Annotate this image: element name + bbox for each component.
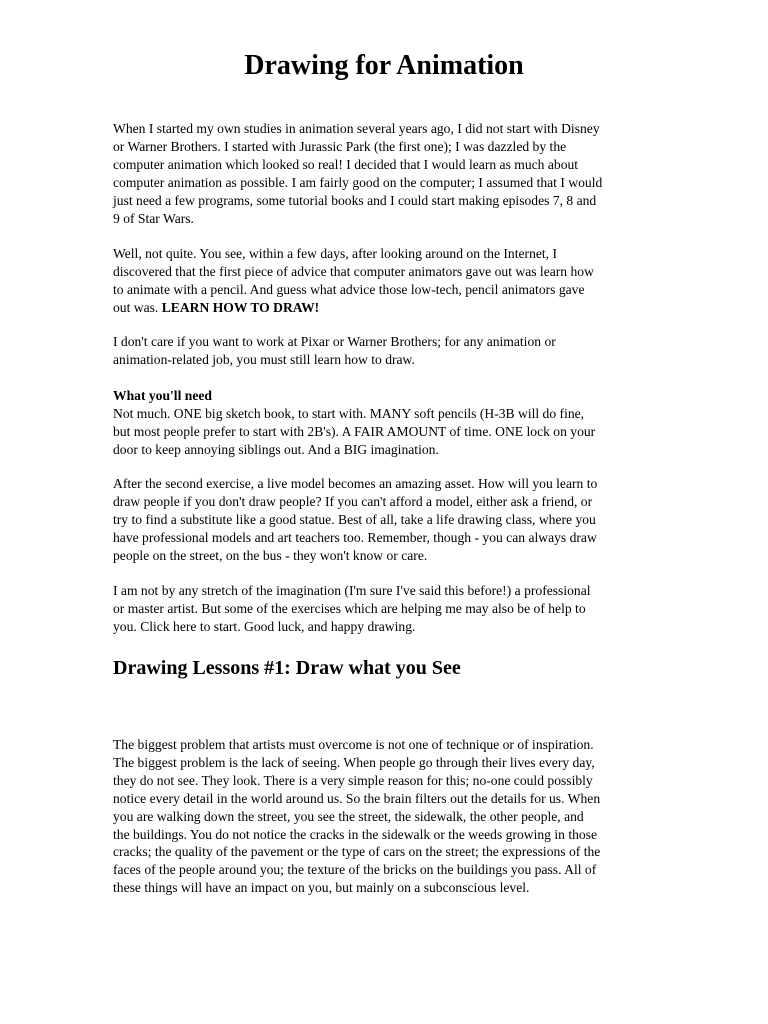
intro-paragraph: When I started my own studies in animation several years ago, I did not start with Disney or Warner Brothers. I started with Jurassic Park (the first one); I was dazzled by the computer animation which looked so real! I decided that I would learn as much about computer animation as possible. I am fairly good on the computer; I assumed that I would just need a few programs, some tutorial books and I could start making episodes 7, 8 and 9 of Star Wars. <box>113 121 603 226</box>
advice-paragraph <box>113 245 673 317</box>
lesson-paragraph: The biggest problem that artists must overcome is not one of technique or of inspiration. The biggest problem is the lack of seeing. When people go through their lives every day, they do not see. They look. There is a very simple reason for this; no-one could possibly notice every detail in the world around us. So the brain filters out the details for us. When you are walking down the street, you see the street, the sidewalk, the other people, and the buildings. You do not notice the cracks in the sidewalk or the weeds growing in those cracks; the quality of the pavement or the type of cars on the street; the expressions of the faces of the people around you; the texture of the bricks on the buildings you pass. All of these things will have an impact on you, but mainly on a subconscious level. <box>113 737 601 896</box>
lesson-heading: Drawing Lessons #1: Draw what you See <box>113 657 461 679</box>
live-model-paragraph: After the second exercise, a live model becomes an amazing asset. How will you learn to draw people if you don't draw people? If you can't afford a model, either ask a friend, or try to find a substitute like a good statue. Best of all, take a life drawing class, where you have professional models and art teachers too. Remember, though - you can always draw people on the street, on the bus - they won't know or care. <box>113 476 598 563</box>
closing-paragraph: I am not by any stretch of the imagination (I'm sure I've said this before!) a professional or master artist. But some of the exercises which are helping me may also be of help to you. Click here to start. Good luck, and happy drawing. <box>113 583 591 634</box>
what-youll-need-heading: What you'll need <box>113 388 212 403</box>
what-youll-need-section <box>113 387 673 459</box>
what-youll-need-text: Not much. ONE big sketch book, to start with. MANY soft pencils (H-3B will do fine, but most people prefer to start with 2B's). A FAIR AMOUNT of time. ONE lock on your door to keep annoying siblings out. And a BIG imagination. <box>113 405 596 457</box>
advice-paragraph-text: Well, not quite. You see, within a few days, after looking around on the Internet, I discovered that the first piece of advice that computer animators gave out was learn how to animate with a pencil. And guess what advice those low-tech, pencil animators gave out was. <box>113 246 594 315</box>
page-title: Drawing for Animation <box>244 50 524 81</box>
job-requirement-paragraph: I don't care if you want to work at Pixar or Warner Brothers; for any animation or animation-related job, you must still learn how to draw. <box>113 334 556 367</box>
learn-to-draw-emphasis: LEARN HOW TO DRAW! <box>161 299 320 315</box>
